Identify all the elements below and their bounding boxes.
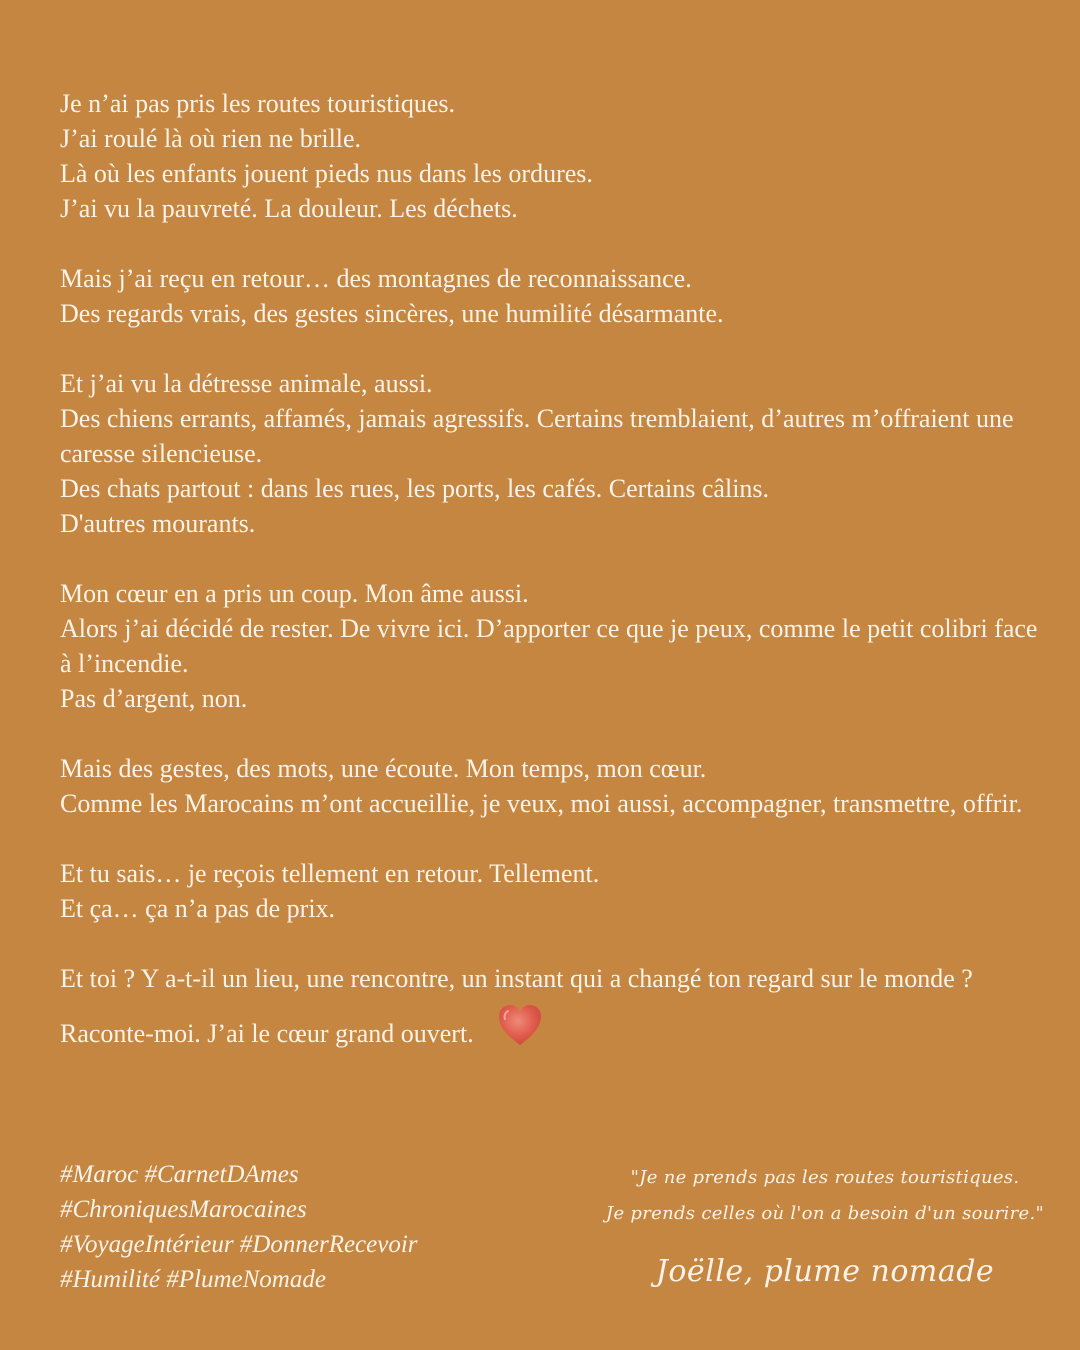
poem-line: Et tu sais… je reçois tellement en retour. Tellement. xyxy=(60,859,600,888)
poem-line: Comme les Marocains m’ont accueillie, je veux, moi aussi, accompagner, transmettre, offrir. xyxy=(60,789,1023,818)
poem-line: Des chiens errants, affamés, jamais agressifs. Certains tremblaient, d’autres m’offraient une caresse silencieuse. xyxy=(60,404,1014,468)
poem-line: Alors j’ai décidé de rester. De vivre ici. D’apporter ce que je peux, comme le petit colibri face à l’incendie. xyxy=(60,614,1038,678)
poem-line: Et j’ai vu la détresse animale, aussi. xyxy=(60,369,433,398)
hashtag-line: #VoyageIntérieur #DonnerRecevoir xyxy=(60,1231,418,1258)
quote-line: Je prends celles où l'on a besoin d'un sourire." xyxy=(605,1203,1045,1224)
poem-line: Mais j’ai reçu en retour… des montagnes de reconnaissance. xyxy=(60,264,692,293)
poem xyxy=(60,86,1040,1086)
poem-line-text: Raconte-moi. J’ai le cœur grand ouvert. xyxy=(60,1019,474,1048)
poem-line: Mais des gestes, des mots, une écoute. Mon temps, mon cœur. xyxy=(60,754,707,783)
poem-line: Et ça… ça n’a pas de prix. xyxy=(60,894,336,923)
poem-line-final xyxy=(60,996,1040,1051)
stanza xyxy=(60,751,1040,821)
stanza xyxy=(60,576,1040,716)
hashtag-line: #ChroniquesMarocaines xyxy=(60,1196,307,1223)
poem-line: Des chats partout : dans les rues, les ports, les cafés. Certains câlins. xyxy=(60,474,770,503)
hashtag-line: #Humilité #PlumeNomade xyxy=(60,1266,326,1293)
poem-line: Mon cœur en a pris un coup. Mon âme aussi. xyxy=(60,579,529,608)
poem-line: Là où les enfants jouent pieds nus dans les ordures. xyxy=(60,159,593,188)
signature: Joëlle, plume nomade xyxy=(655,1254,995,1289)
stanza xyxy=(60,366,1040,541)
stanza xyxy=(60,961,1040,1051)
heart-icon xyxy=(496,1002,544,1048)
poem-line: Pas d’argent, non. xyxy=(60,684,248,713)
stanza xyxy=(60,261,1040,331)
stanza xyxy=(60,86,1040,226)
hashtag-line: #Maroc #CarnetDAmes xyxy=(60,1161,299,1188)
poem-line: Et toi ? Y a-t-il un lieu, une rencontre, un instant qui a changé ton regard sur le monde ? xyxy=(60,964,973,993)
hashtags xyxy=(60,1157,530,1297)
stanza xyxy=(60,856,1040,926)
poem-line: J’ai roulé là où rien ne brille. xyxy=(60,124,362,153)
poem-line: Des regards vrais, des gestes sincères, une humilité désarmante. xyxy=(60,299,724,328)
poem-line: D'autres mourants. xyxy=(60,509,256,538)
poem-line: J’ai vu la pauvreté. La douleur. Les déchets. xyxy=(60,194,518,223)
quote-line: "Je ne prends pas les routes touristiques. xyxy=(630,1167,1020,1188)
quote-block xyxy=(575,1160,1075,1302)
poem-line: Je n’ai pas pris les routes touristiques. xyxy=(60,89,455,118)
